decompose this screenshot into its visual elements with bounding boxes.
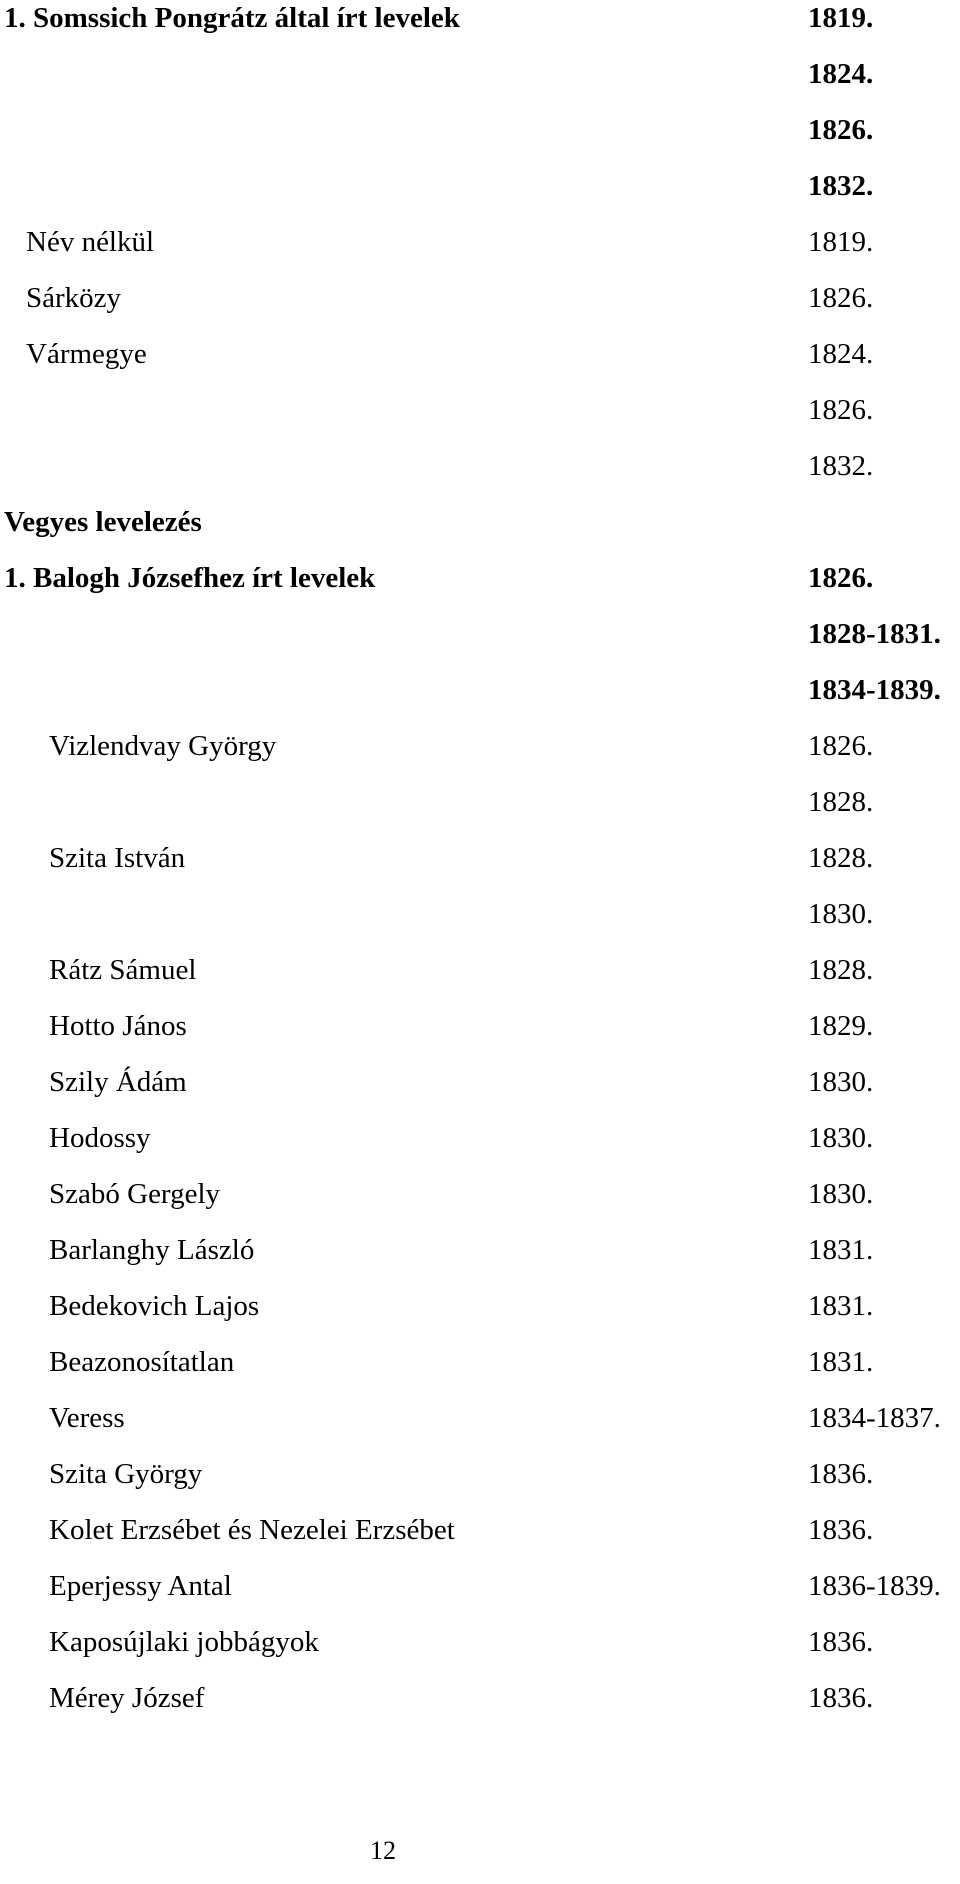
list-item xyxy=(0,392,960,448)
list-item xyxy=(0,1120,960,1176)
row-label: Szily Ádám xyxy=(49,1066,187,1098)
list-item xyxy=(0,616,960,672)
row-label: 1. Balogh Józsefhez írt levelek xyxy=(4,562,376,594)
row-year: 1830. xyxy=(808,898,874,930)
list-item xyxy=(0,1624,960,1680)
row-label: Vármegye xyxy=(26,338,147,370)
row-year: 1830. xyxy=(808,1066,874,1098)
row-year: 1824. xyxy=(808,58,874,90)
row-year: 1824. xyxy=(808,338,874,370)
list-item xyxy=(0,1232,960,1288)
row-year: 1836. xyxy=(808,1626,874,1658)
row-label: Beazonosítatlan xyxy=(49,1346,235,1378)
list-item xyxy=(0,112,960,168)
page-number: 12 xyxy=(370,1836,396,1865)
row-year: 1832. xyxy=(808,170,874,202)
row-label: Szita György xyxy=(49,1458,203,1490)
list-item xyxy=(0,840,960,896)
row-year: 1828-1831. xyxy=(808,618,941,650)
row-label: Név nélkül xyxy=(26,226,155,258)
row-year: 1829. xyxy=(808,1010,874,1042)
section-heading-vegyes-levelezes xyxy=(0,504,960,560)
row-label: Vizlendvay György xyxy=(49,730,277,762)
list-item xyxy=(0,336,960,392)
row-year: 1826. xyxy=(808,282,874,314)
list-item xyxy=(0,448,960,504)
list-item xyxy=(0,168,960,224)
row-label: Bedekovich Lajos xyxy=(49,1290,260,1322)
row-label: Kaposújlaki jobbágyok xyxy=(49,1626,319,1658)
row-year: 1826. xyxy=(808,562,874,594)
row-label: Szabó Gergely xyxy=(49,1178,220,1210)
row-year: 1830. xyxy=(808,1178,874,1210)
row-label: Szita István xyxy=(49,842,186,874)
list-item xyxy=(0,1512,960,1568)
section-heading-somssich xyxy=(0,0,960,56)
row-year: 1836. xyxy=(808,1682,874,1714)
row-year: 1836-1839. xyxy=(808,1570,941,1602)
row-year: 1831. xyxy=(808,1346,874,1378)
row-year: 1828. xyxy=(808,786,874,818)
list-item xyxy=(0,1064,960,1120)
list-item xyxy=(0,224,960,280)
list-item xyxy=(0,280,960,336)
row-year: 1828. xyxy=(808,842,874,874)
row-label: Eperjessy Antal xyxy=(49,1570,232,1602)
list-item xyxy=(0,56,960,112)
row-year: 1836. xyxy=(808,1514,874,1546)
list-item xyxy=(0,1344,960,1400)
row-year: 1830. xyxy=(808,1122,874,1154)
row-year: 1836. xyxy=(808,1458,874,1490)
row-year: 1834-1837. xyxy=(808,1402,941,1434)
list-item xyxy=(0,1008,960,1064)
list-item xyxy=(0,1176,960,1232)
list-item xyxy=(0,1400,960,1456)
row-label: Vegyes levelezés xyxy=(4,506,202,538)
row-label: Rátz Sámuel xyxy=(49,954,197,986)
list-item xyxy=(0,896,960,952)
row-year: 1831. xyxy=(808,1234,874,1266)
row-year: 1826. xyxy=(808,394,874,426)
row-label: Kolet Erzsébet és Nezelei Erzsébet xyxy=(49,1514,455,1546)
row-label: Mérey József xyxy=(49,1682,205,1714)
row-label: Hotto János xyxy=(49,1010,187,1042)
list-item xyxy=(0,728,960,784)
list-item xyxy=(0,1680,960,1736)
row-year: 1834-1839. xyxy=(808,674,941,706)
row-label: Barlanghy László xyxy=(49,1234,255,1266)
row-label: Veress xyxy=(49,1402,125,1434)
row-year: 1826. xyxy=(808,730,874,762)
list-item xyxy=(0,784,960,840)
row-label: Sárközy xyxy=(26,282,122,314)
list-item xyxy=(0,1456,960,1512)
list-item xyxy=(0,1568,960,1624)
row-label: Hodossy xyxy=(49,1122,151,1154)
row-year: 1832. xyxy=(808,450,874,482)
row-year: 1828. xyxy=(808,954,874,986)
list-item xyxy=(0,952,960,1008)
row-year: 1819. xyxy=(808,226,874,258)
list-item xyxy=(0,1288,960,1344)
row-year: 1819. xyxy=(808,2,874,34)
row-label: 1. Somssich Pongrátz által írt levelek xyxy=(4,2,460,34)
row-year: 1831. xyxy=(808,1290,874,1322)
subsection-heading-balogh xyxy=(0,560,960,616)
list-item xyxy=(0,672,960,728)
row-year: 1826. xyxy=(808,114,874,146)
